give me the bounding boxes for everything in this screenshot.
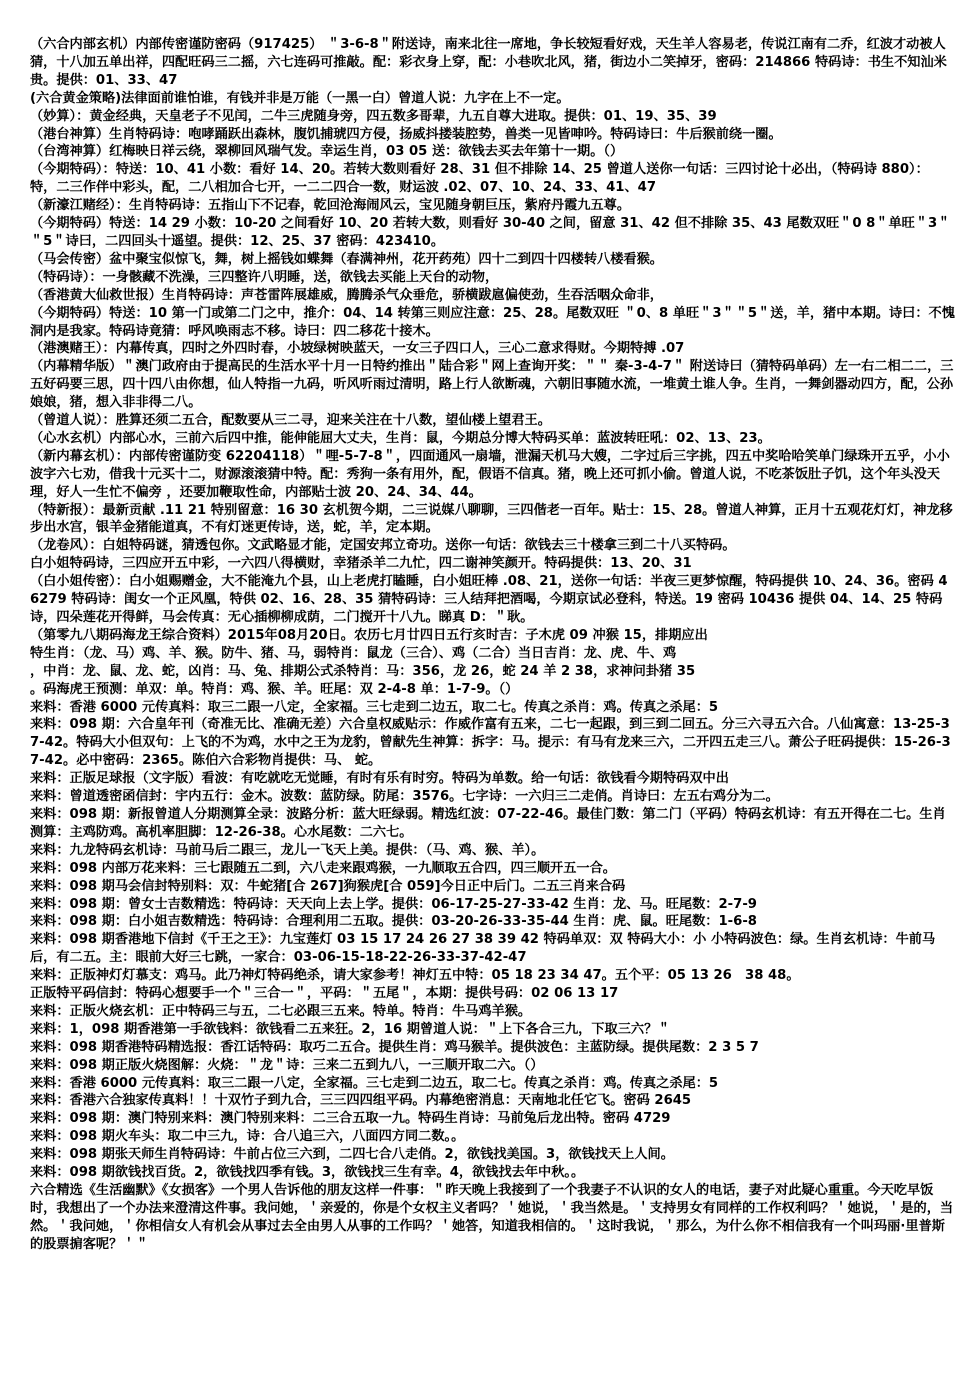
text-paragraph: (六合黄金策略)法律面前谁怕谁，有钱并非是万能（一黑一白）曾道人说：九字在上不一定。 xyxy=(30,90,570,106)
text-paragraph: 。码海虎王预测：单双：单。特肖：鸡、猴、羊。旺尾：双 2-4-8 单：1-7-9。（） xyxy=(30,681,519,697)
text-paragraph: 来料：香港 6000 元传真料：取三二跟一八定，全家福。三七走到二边五，取二七。传真之杀肖：鸡。传真之杀尾：5 xyxy=(30,699,719,715)
text-paragraph: （妙算）：黄金经典，天皇老子不见闰，二牛三虎随身旁，四五数多哥辈，九五自尊大进取。提供：01、19、35、39 xyxy=(30,108,717,124)
text-paragraph: （新濠江赌经）：生肖特码诗：五指山下不记春，乾回沧海闹风云，宝见随身朝巨压，紫府丹霞九五尊。 xyxy=(30,198,631,214)
text-paragraph: （龙卷风）：白姐特码谜，猜透包你。文武略显才能，定国安邦立奇功。送你一句话：欲钱去三十楼拿三到二十八买特码。 xyxy=(30,538,736,554)
text-paragraph: 来料：098 期：白小姐吉数精选：特码诗：合理利用二五取。提供：03-20-26-33-35-44 生肖：虎、鼠。旺尾数：1-6-8 xyxy=(30,914,757,930)
text-paragraph: 来料：098 期：曾女士吉数精选：特码诗：天天向上去上学。提供：06-17-25-27-33-42 生肖：龙、马。旺尾数：2-7-9 xyxy=(30,896,757,912)
text-paragraph: 来料：098 期欲钱找百货。2，欲钱找四季有钱。3，欲钱找三生有幸。4，欲钱找去年中秋。。 xyxy=(30,1165,585,1181)
text-paragraph: 来料：098 期张天师生肖特码诗：牛前占位三六到，二四七合八走俏。2，欲钱找美国。3，欲钱找天上人间。 xyxy=(30,1147,674,1163)
text-paragraph: 来料：1，098 期香港第一手欲钱料：欲钱看二五来狂。2，16 期曾道人说：＂上下各合三九，下取三六？＂ xyxy=(30,1021,671,1037)
text-paragraph: （马会传密）盆中聚宝似惊飞，舞，树上摇钱如蝶舞（春满神州，花开药苑）四十二到四十四楼转八楼看猴。 xyxy=(30,251,663,267)
text-paragraph: （特码诗）：一身骸藏不洗澡，三四整许八明睡，送，欲钱去买能上天台的动物， xyxy=(30,269,499,285)
text-paragraph: 来料：曾道透密函信封：宇内五行：金木。波数：蓝防绿。防尾：3576。七字诗：一六归三二走俏。肖诗曰：左五右鸡分为二。 xyxy=(30,789,779,805)
text-paragraph: （港台神算）生肖特码诗：咆哮踊跃出森林，腹饥捕琥四方侵，扬威抖搂装腔势，兽类一见皆呻吟。特码诗曰：牛后猴前绕一圈。 xyxy=(30,126,782,142)
text-paragraph: （白小姐传密）：白小姐赐赠金，大不能淹九个县，山上老虎打瞌睡，白小姐旺棒 .08、21，送你一句话：半夜三更梦惊醒，特码提供 10、24、36。密码 46279 特码诗：闺女一个正风凰，特供 02、16、28、35 猜特码诗：三人结拜把酒喝，今期京试必登科，特送。19 密码 10436 提供 04、14、25 特码诗，四朵莲花开得鲜，马会传真：无心插柳柳成荫，二门搅开十八九。睇真 D：＂耿。 xyxy=(30,574,948,625)
text-paragraph: 正版特平码信封：特码心想要手一个＂三合一＂，平码：＂五尾＂，本期：提供号码：02 06 13 17 xyxy=(30,986,619,1002)
text-paragraph: 来料：098 期：澳门特别来料：澳门特别来料：二三合五取一九。特码生肖诗：马前兔后龙出特。密码 4729 xyxy=(30,1111,671,1127)
text-paragraph: 来料：098 期香港特码精选报：香江话特码：取巧二五合。提供生肖：鸡马猴羊。提供波色：主蓝防绿。提供尾数：2 3 5 7 xyxy=(30,1039,759,1055)
text-paragraph: （台湾神算）红梅映日祥云绕，翠柳回风瑞气发。幸运生肖，03 05 送：欲钱去买去年第十一期。（） xyxy=(30,144,624,160)
text-paragraph: （今期特码）特送：10 第一门或第二门之中，推介：04、14 转第三则应注意：25、28。尾数双旺 ＂0、8 单旺＂3＂＂5＂送，羊，猪中本期。诗曰：不愧洞内是我家。特码诗竟猜：呼风唤雨志不移。诗曰：四二移花十接木。 xyxy=(30,305,955,339)
text-paragraph: （港澳赌王）：内幕传真，四时之外四时春，小坡绿树映蓝天，一女三子四口人，三心二意求得财。今期特搏 .07 xyxy=(30,341,685,357)
text-paragraph: 白小姐特码诗，三四应开五中彩，一六四八得横财，幸猪杀羊二九忙，四二谢神笑颜开。特码提供：13、20、31 xyxy=(30,556,692,572)
text-paragraph: 来料：正版神灯灯慕支：鸡马。此乃神灯特码绝杀，请大家参考！神灯五中特：05 18 23 34 47。五个平：05 13 26 38 48。 xyxy=(30,968,800,984)
text-paragraph: （今期特码）：特送：10、41 小数：看好 14、20。若转大数则看好 28、31 但不排除 14、25 曾道人送你一句话：三四讨论十必出，（特码诗 880）：特，二三作伴中彩头，配，二八相加合七开，一二二四合一数，财运波 .02、07、10、24、33、41、47 xyxy=(30,162,929,196)
text-paragraph: （六合内部玄机）内部传密谨防密码（917425） ＂3-6-8＂附送诗，南来北往一席地，争长较短看好戏，天生羊人容易老，传说江南有二乔，红波才动被人猜，十八加五单出祥，四配旺码三二摇，六七连码可推敲。配：彩衣身上穿，配：小巷吹北风，猪，街边小二笑掉牙，密码：214866 特码诗：书生不知汕米贵。提供：01、33、47 xyxy=(30,37,947,88)
text-paragraph: （曾道人说）：胜算还须二五合，配数要从三二寻，迎来关注在十八数，望仙楼上望君王。 xyxy=(30,413,551,429)
text-paragraph: 来料：098 期马会信封特别料：双：牛蛇猪[合 267]狗猴虎[合 059]今日正中后门。二五三肖来合码 xyxy=(30,878,626,894)
text-paragraph: 六合精选《生活幽默》《女损客》一个男人告诉他的朋友这样一件事：＂昨天晚上我接到了一个我妻子不认识的女人的电话，妻子对此疑心重重。今天吃早饭时，我想出了一个办法来澄清这件事。我问她，＇亲爱的，你是个女权主义者吗？＇她说，＇我当然是。＇支持男女有同样的工作权利吗？＇她说，＇是的，当然。＇我问她，＇你相信女人有机会从事过去全由男人从事的工作吗？＇她答，知道我相信的。＇这时我说，＇那么，为什么你不相信我有一个叫玛丽·里普斯的股票掮客呢？＇＂ xyxy=(30,1183,954,1252)
text-paragraph: ，中肖：龙、鼠、龙、蛇，凶肖：马、兔、排期公式杀特肖：马：356，龙 26，蛇 24 羊 2 38，求神问卦猪 35 xyxy=(30,663,696,679)
text-paragraph: 来料：香港六合独家传真料！！十双竹子到九合，三三四四组平码。内幕绝密消息：天南地北任它飞。密码 2645 xyxy=(30,1093,692,1109)
text-paragraph: 来料：098 期香港地下信封《千王之王》：九宝莲灯 03 15 17 24 26 27 38 39 42 特码单双：双 特码大小：小 小特码波色：绿。生肖玄机诗：牛前马后，有二五。主：眼前大好三七跳，一家合：03-06-15-18-22-26-33-37-42-47 xyxy=(30,932,936,966)
text-paragraph: 来料：正版火烧玄机：正中特码三与五，二七必跟三五来。特单。特肖：牛马鸡羊猴。 xyxy=(30,1003,532,1019)
text-paragraph: 来料：098 期：六合皇年刊（奇准无比、准确无差）六合皇权威贴示：作威作富有五来，二七一起跟，到三到二回五。分三六寻五六合。八仙寓意：13-25-37-42。特码大小但双句：上飞的不为鸡，水中之王为龙豹，曾献先生神算：拆字：马。提示：有马有龙来三六，二开四五走三八。萧公子旺码提供：15-26-37-42。必中密码：2365。陈伯六合彩物肖提供：马、 蛇。 xyxy=(30,717,951,769)
text-paragraph: 来料：098 内部万花来料：三七跟随五二到，六八走来跟鸡猴，一九顺取五合四，四三顺开五一合。 xyxy=(30,860,616,876)
text-paragraph: 特生肖：（龙、马）鸡、羊、猴。防牛、猪、马，弱特肖：鼠龙（三合）、鸡（二合）当日吉肖：龙、虎、牛、鸡 xyxy=(30,645,677,661)
text-paragraph: （第零九八期码海龙王综合资料）2015年08月20日。农历七月廿四日五行亥时吉：子木虎 09 冲猴 15，排期应出 xyxy=(30,627,708,643)
text-paragraph: （香港黄大仙救世报）生肖特码诗：声苍雷阵展雄威，腾腾杀气众垂危，骄横跋扈偏使劲，生吞活咽众命非， xyxy=(30,287,663,303)
document-body xyxy=(30,36,955,1254)
text-paragraph: 来料：098 期：新报曾道人分期测算全录：波路分析：蓝大旺绿弱。精选红波：07-22-46。最佳门数：第二门（平码）特码玄机诗：有五开得在二七。生肖测算：主鸡防鸡。高机率胆脚：12-26-38。心水尾数：二六七。 xyxy=(30,806,946,840)
text-paragraph: 来料：正版足球报（文字版）看波：有吃就吃无觉睡，有时有乐有时穷。特码为单数。给一句话：欲钱看今期特码双中出 xyxy=(30,771,729,787)
text-paragraph: （新内幕玄机）：内部传密谨防变 62204118）＂哩-5-7-8＂，四面通风一扇墙，泄漏天机马大嫂，二字过后三字挑，四五中奖哈哈笑单门绿珠开五乎，小小波字六七劝，借我十元买十二，财源滚滚猜中特。配：秀狗一条有用外，配，假语不信真。猪，晚上还可抓小偷。曾道人说，不吃茶饭肚子饥，这个年头没天理，好人一生忙不偏旁 ，还要加鞭取性命，内部贴士波 20、24、34、44。 xyxy=(30,448,950,500)
text-paragraph: （心水玄机）内部心水，三前六后四中推，能伸能屈大丈夫，生肖：鼠，今期总分博大特码买单：蓝波转旺吼：02、13、23。 xyxy=(30,430,771,446)
text-paragraph: 来料：九龙特码玄机诗：马前马后二跟三，龙儿一飞天上美。提供：（马、鸡、猴、羊）。 xyxy=(30,842,545,858)
text-paragraph: （今期特码）特送：14 29 小数：10-20 之间看好 10、20 若转大数，则看好 30-40 之间，留意 31、42 但不排除 35、43 尾数双旺＂0 8＂单旺＂3＂＂5＂诗曰，二四回头十遥望。提供：12、25、37 密码：423410。 xyxy=(30,216,951,249)
text-paragraph: 来料：098 期正版火烧图解：火烧：＂龙＂诗：三来二五到九八，一三顺开取二六。（） xyxy=(30,1057,544,1073)
text-paragraph: （内幕精华版）＂澳门政府由于提高民的生活水平十月一日特约推出＂陆合彩＂网上查询开奖：＂＂ 秦-3-4-7＂ 附送诗曰（猜特码单码）左一右二相二二，三五好码要三思，四十四八由你想，仙人特指一九码，听风听雨过清明，路上行人欲断魂，六朝旧事随水流，一堆黄土谁人争。生肖，一舞剑器动四方，配，公孙娘娘，猪，想入非非得二八。 xyxy=(30,359,954,411)
text-paragraph: （特新报）：最新贡献 .11 21 特别留意：16 30 玄机贺今期，二三说媒八聊聊，三四偕老一百年。贴士：15、28。曾道人神算，正月十五观花灯灯，神龙移步出水宫，银羊金猪能道真，不有灯迷更传诗，送，蛇，羊，定本期。 xyxy=(30,502,953,536)
text-paragraph: 来料：098 期火车头：取二中三九，诗：合八追三六，八面四方同二数。。 xyxy=(30,1129,465,1145)
text-paragraph: 来料：香港 6000 元传真料：取三二跟一八定，全家福。三七走到二边五，取二七。传真之杀肖：鸡。传真之杀尾：5 xyxy=(30,1075,719,1091)
